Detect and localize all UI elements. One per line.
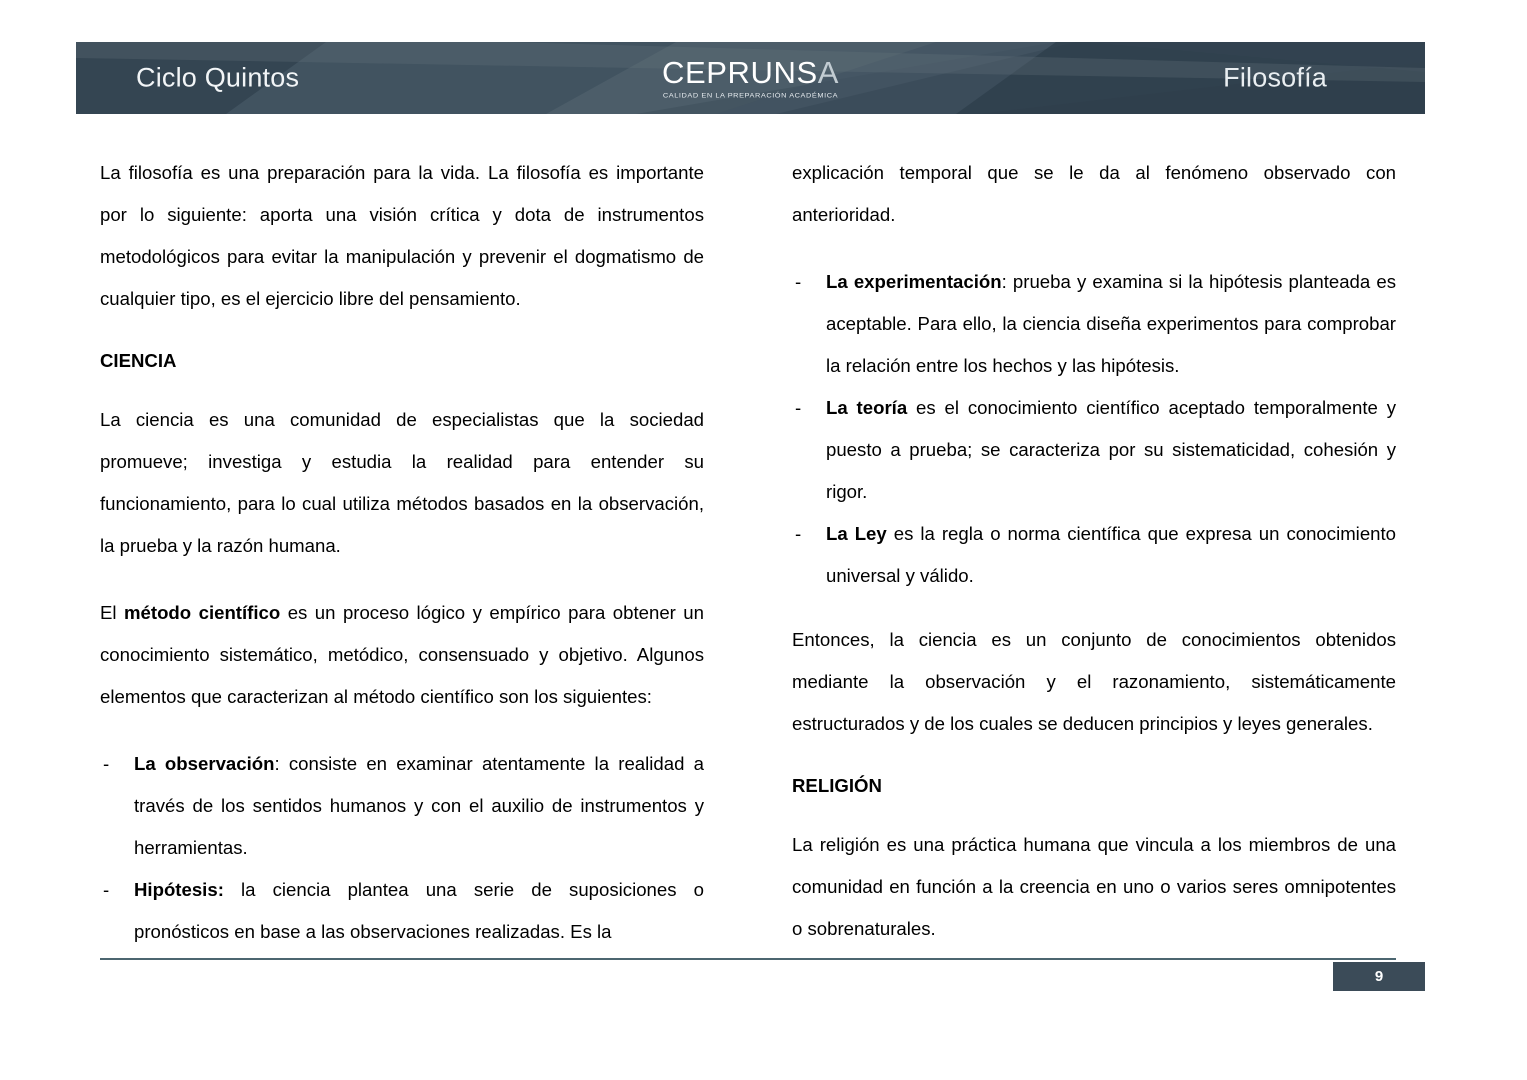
- continuation-paragraph: explicación temporal que se le da al fenómeno observado con anterioridad.: [792, 162, 1396, 225]
- logo-tagline: CALIDAD EN LA PREPARACIÓN ACADÉMICA: [662, 91, 839, 100]
- heading-religion: RELIGIÓN: [792, 775, 882, 796]
- metodo-cientifico-paragraph: [100, 592, 704, 718]
- list-item-text: : consiste en examinar atentamente la realidad a través de los sentidos humanos y con el auxilio de instrumentos y herramientas.: [134, 753, 704, 858]
- header-cycle-title: Ciclo Quintos: [136, 62, 300, 93]
- list-item: [792, 513, 1396, 597]
- bullet-dash-icon: -: [103, 753, 110, 774]
- ciencia-paragraph: La ciencia es una comunidad de especialistas que la sociedad promueve; investiga y estudia la realidad para entender su funcionamiento, para lo cual utiliza métodos basados en la observación, la prueba y la razón humana.: [100, 409, 704, 556]
- bullet-dash-icon: -: [795, 271, 802, 292]
- metodo-elements-list: [100, 743, 704, 953]
- list-item-text: es la regla o norma científica que expresa un conocimiento universal y válido.: [826, 523, 1397, 586]
- list-item-term: La experimentación: [826, 271, 1002, 292]
- logo-wordmark: [661, 54, 840, 90]
- bullet-dash-icon: -: [795, 523, 802, 544]
- list-item: [100, 743, 704, 869]
- ceprunsa-logo: [661, 54, 840, 100]
- logo-wordmark-accent: A: [817, 54, 840, 90]
- bullet-dash-icon: -: [795, 397, 802, 418]
- list-item-text: es el conocimiento científico aceptado temporalmente y puesto a prueba; se caracteriza por su sistematicidad, cohesión y rigor.: [826, 397, 1397, 502]
- metodo-text-after: es un proceso lógico y empírico para obtener un conocimiento sistemático, metódico, consensuado y objetivo. Algunos elementos que caracterizan al método científico son los siguientes:: [100, 602, 704, 707]
- header-subject-title: Filosofía: [1223, 62, 1327, 93]
- list-item-term: La observación: [134, 753, 275, 774]
- entonces-paragraph: Entonces, la ciencia es un conjunto de conocimientos obtenidos mediante la observación y el razonamiento, sistemáticamente estructurados y de los cuales se deducen principios y leyes generales.: [792, 629, 1396, 734]
- metodo-term-bold: método científico: [124, 602, 281, 623]
- list-item-text: : prueba y examina si la hipótesis planteada es aceptable. Para ello, la ciencia diseña experimentos para comprobar la relación entre los hechos y las hipótesis.: [826, 271, 1397, 376]
- heading-ciencia: CIENCIA: [100, 350, 177, 371]
- right-column: [792, 152, 1396, 953]
- page-header-banner: [76, 42, 1425, 114]
- list-item-text: la ciencia plantea una serie de suposiciones o pronósticos en base a las observaciones realizadas. Es la: [134, 879, 704, 942]
- list-item: [100, 869, 704, 953]
- bullet-dash-icon: -: [103, 879, 110, 900]
- list-item-term: La teoría: [826, 397, 908, 418]
- list-item: [792, 387, 1396, 513]
- logo-wordmark-main: CEPRUNS: [661, 54, 818, 90]
- intro-paragraph: La filosofía es una preparación para la vida. La filosofía es importante por lo siguiente: aporta una visión crítica y dota de instrumentos metodológicos para evitar la manipulación y prevenir el dogmatismo de cualquier tipo, es el ejercicio libre del pensamiento.: [100, 162, 704, 309]
- left-column: [100, 152, 704, 953]
- religion-paragraph: La religión es una práctica humana que vincula a los miembros de una comunidad en función a la creencia en uno o varios seres omnipotentes o sobrenaturales.: [792, 834, 1396, 939]
- document-body: [100, 152, 1396, 953]
- list-item: [792, 261, 1396, 387]
- metodo-elements-list-continued: [792, 261, 1396, 597]
- list-item-term: Hipótesis:: [134, 879, 224, 900]
- list-item-term: La Ley: [826, 523, 887, 544]
- metodo-text-before: El: [100, 602, 124, 623]
- page-number-badge: 9: [1333, 962, 1425, 991]
- footer-divider: [100, 958, 1396, 960]
